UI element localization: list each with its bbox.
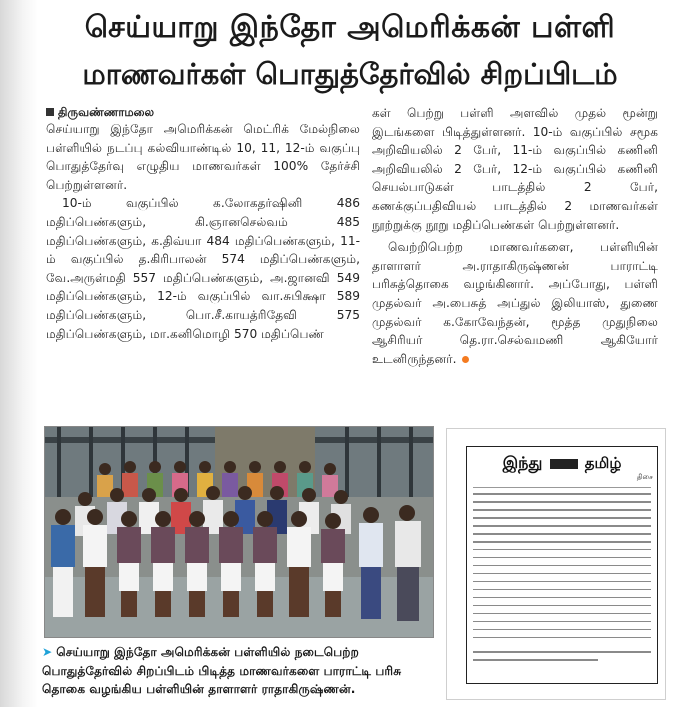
article-paragraph-3: கள் பெற்று பள்ளி அளவில் முதல் மூன்று இடங்களை பிடித்துள்ளனர். 10-ம் வகுப்பில் சமூக அறிவியலில் 2 பேர், 11-ம் வகுப்பில் கணினி அறிவியலில் 2 பேர், 12-ம் வகுப்பில் கணினி செயல்பாடுகள் பாடத்தில் 2 பேர், கணக்குப்பதிவியல் பாடத்தில் 2 மாணவர்கள் நூற்றுக்கு நூறு மதிப்பெண்கள் பெற்றுள்ளனர். bbox=[372, 106, 658, 232]
article-column-right bbox=[372, 104, 658, 368]
ad-brand-title bbox=[467, 453, 657, 474]
ad-brand-tamil: தமிழ் bbox=[584, 454, 622, 472]
group-photo bbox=[44, 426, 434, 638]
headline-line-1: செய்யாறு இந்தோ அமெரிக்கன் பள்ளி bbox=[84, 10, 616, 45]
article-paragraph-2: 10-ம் வகுப்பில் க.லோகதர்ஷினி 486 மதிப்பெண்களும், கி.ஞானசெல்வம் 485 மதிப்பெண்களும், க.திவ்யா 484 மதிப்பெண்களும், 11-ம் வகுப்பில் த.கிரிபாலன் 574 மதிப்பெண்களும், வே.அருள்மதி 557 மதிப்பெண்களும், அ.ஜானவி 549 மதிப்பெண்களும், 12-ம் வகுப்பில் வா.சுபிக்ஷா 589 மதிப்பெண்களும், பொ.சீ.காயத்ரிதேவி 575 மதிப்பெண்களும், மா.கனிமொழி 570 மதிப்பெண் bbox=[46, 196, 360, 341]
dateline-text: திருவண்ணாமலை bbox=[58, 105, 155, 119]
group-photo-illustration bbox=[45, 427, 433, 637]
ad-fine-print bbox=[473, 493, 651, 645]
article-paragraph-4-text: வெற்றிபெற்ற மாணவர்களை, பள்ளியின் தாளாளர் அ.ராதாகிருஷ்ணன் பாராட்டி பரிசுத்தொகை வழங்கினார். அப்போது, பள்ளி முதல்வர் அ.பைசுத் அப்துல் இலியாஸ், துணை முதல்வர் க.கோவேந்தன், மூத்த முதுநிலை ஆசிரியர் தெ.ரா.செல்வமணி ஆகியோர் உடனிருந்தனர். bbox=[372, 240, 658, 366]
dateline bbox=[46, 104, 360, 120]
ad-divider bbox=[473, 487, 651, 488]
caption-arrow-icon: ➤ bbox=[42, 645, 53, 659]
headline bbox=[40, 8, 660, 94]
page-edge-shadow bbox=[0, 0, 38, 707]
article-paragraph-1: செய்யாறு இந்தோ அமெரிக்கன் மெட்ரிக் மேல்நிலை பள்ளியில் நடப்பு கல்வியாண்டில் 10, 11, 12-ம் வகுப்பு பொதுத்தேர்வு எழுதிய மாணவர்கள் 100% தேர்ச்சி பெற்றுள்ளனர். bbox=[46, 122, 360, 192]
advertisement-notice bbox=[466, 446, 658, 684]
end-mark-dot-icon bbox=[462, 356, 469, 363]
ad-brand-logo-icon bbox=[550, 459, 578, 469]
photo-caption bbox=[42, 643, 434, 699]
article-column-left bbox=[46, 104, 360, 343]
article-paragraph-4 bbox=[372, 238, 658, 368]
dateline-square-icon bbox=[46, 108, 54, 116]
ad-footer-fine-print bbox=[473, 651, 651, 661]
headline-line-2: மாணவர்கள் பொதுத்தேர்வில் சிறப்பிடம் bbox=[82, 57, 618, 91]
ad-brand-sub: திசை bbox=[636, 473, 653, 481]
photo-caption-text: செய்யாறு இந்தோ அமெரிக்கன் பள்ளியில் நடைபெற்ற பொதுத்தேர்வில் சிறப்பிடம் பிடித்த மாணவர்களை பாராட்டி பரிசு தொகை வழங்கிய பள்ளியின் தாளாளர் ராதாகிருஷ்ணன். bbox=[42, 645, 402, 696]
ad-brand-name: இந்து bbox=[502, 453, 543, 472]
